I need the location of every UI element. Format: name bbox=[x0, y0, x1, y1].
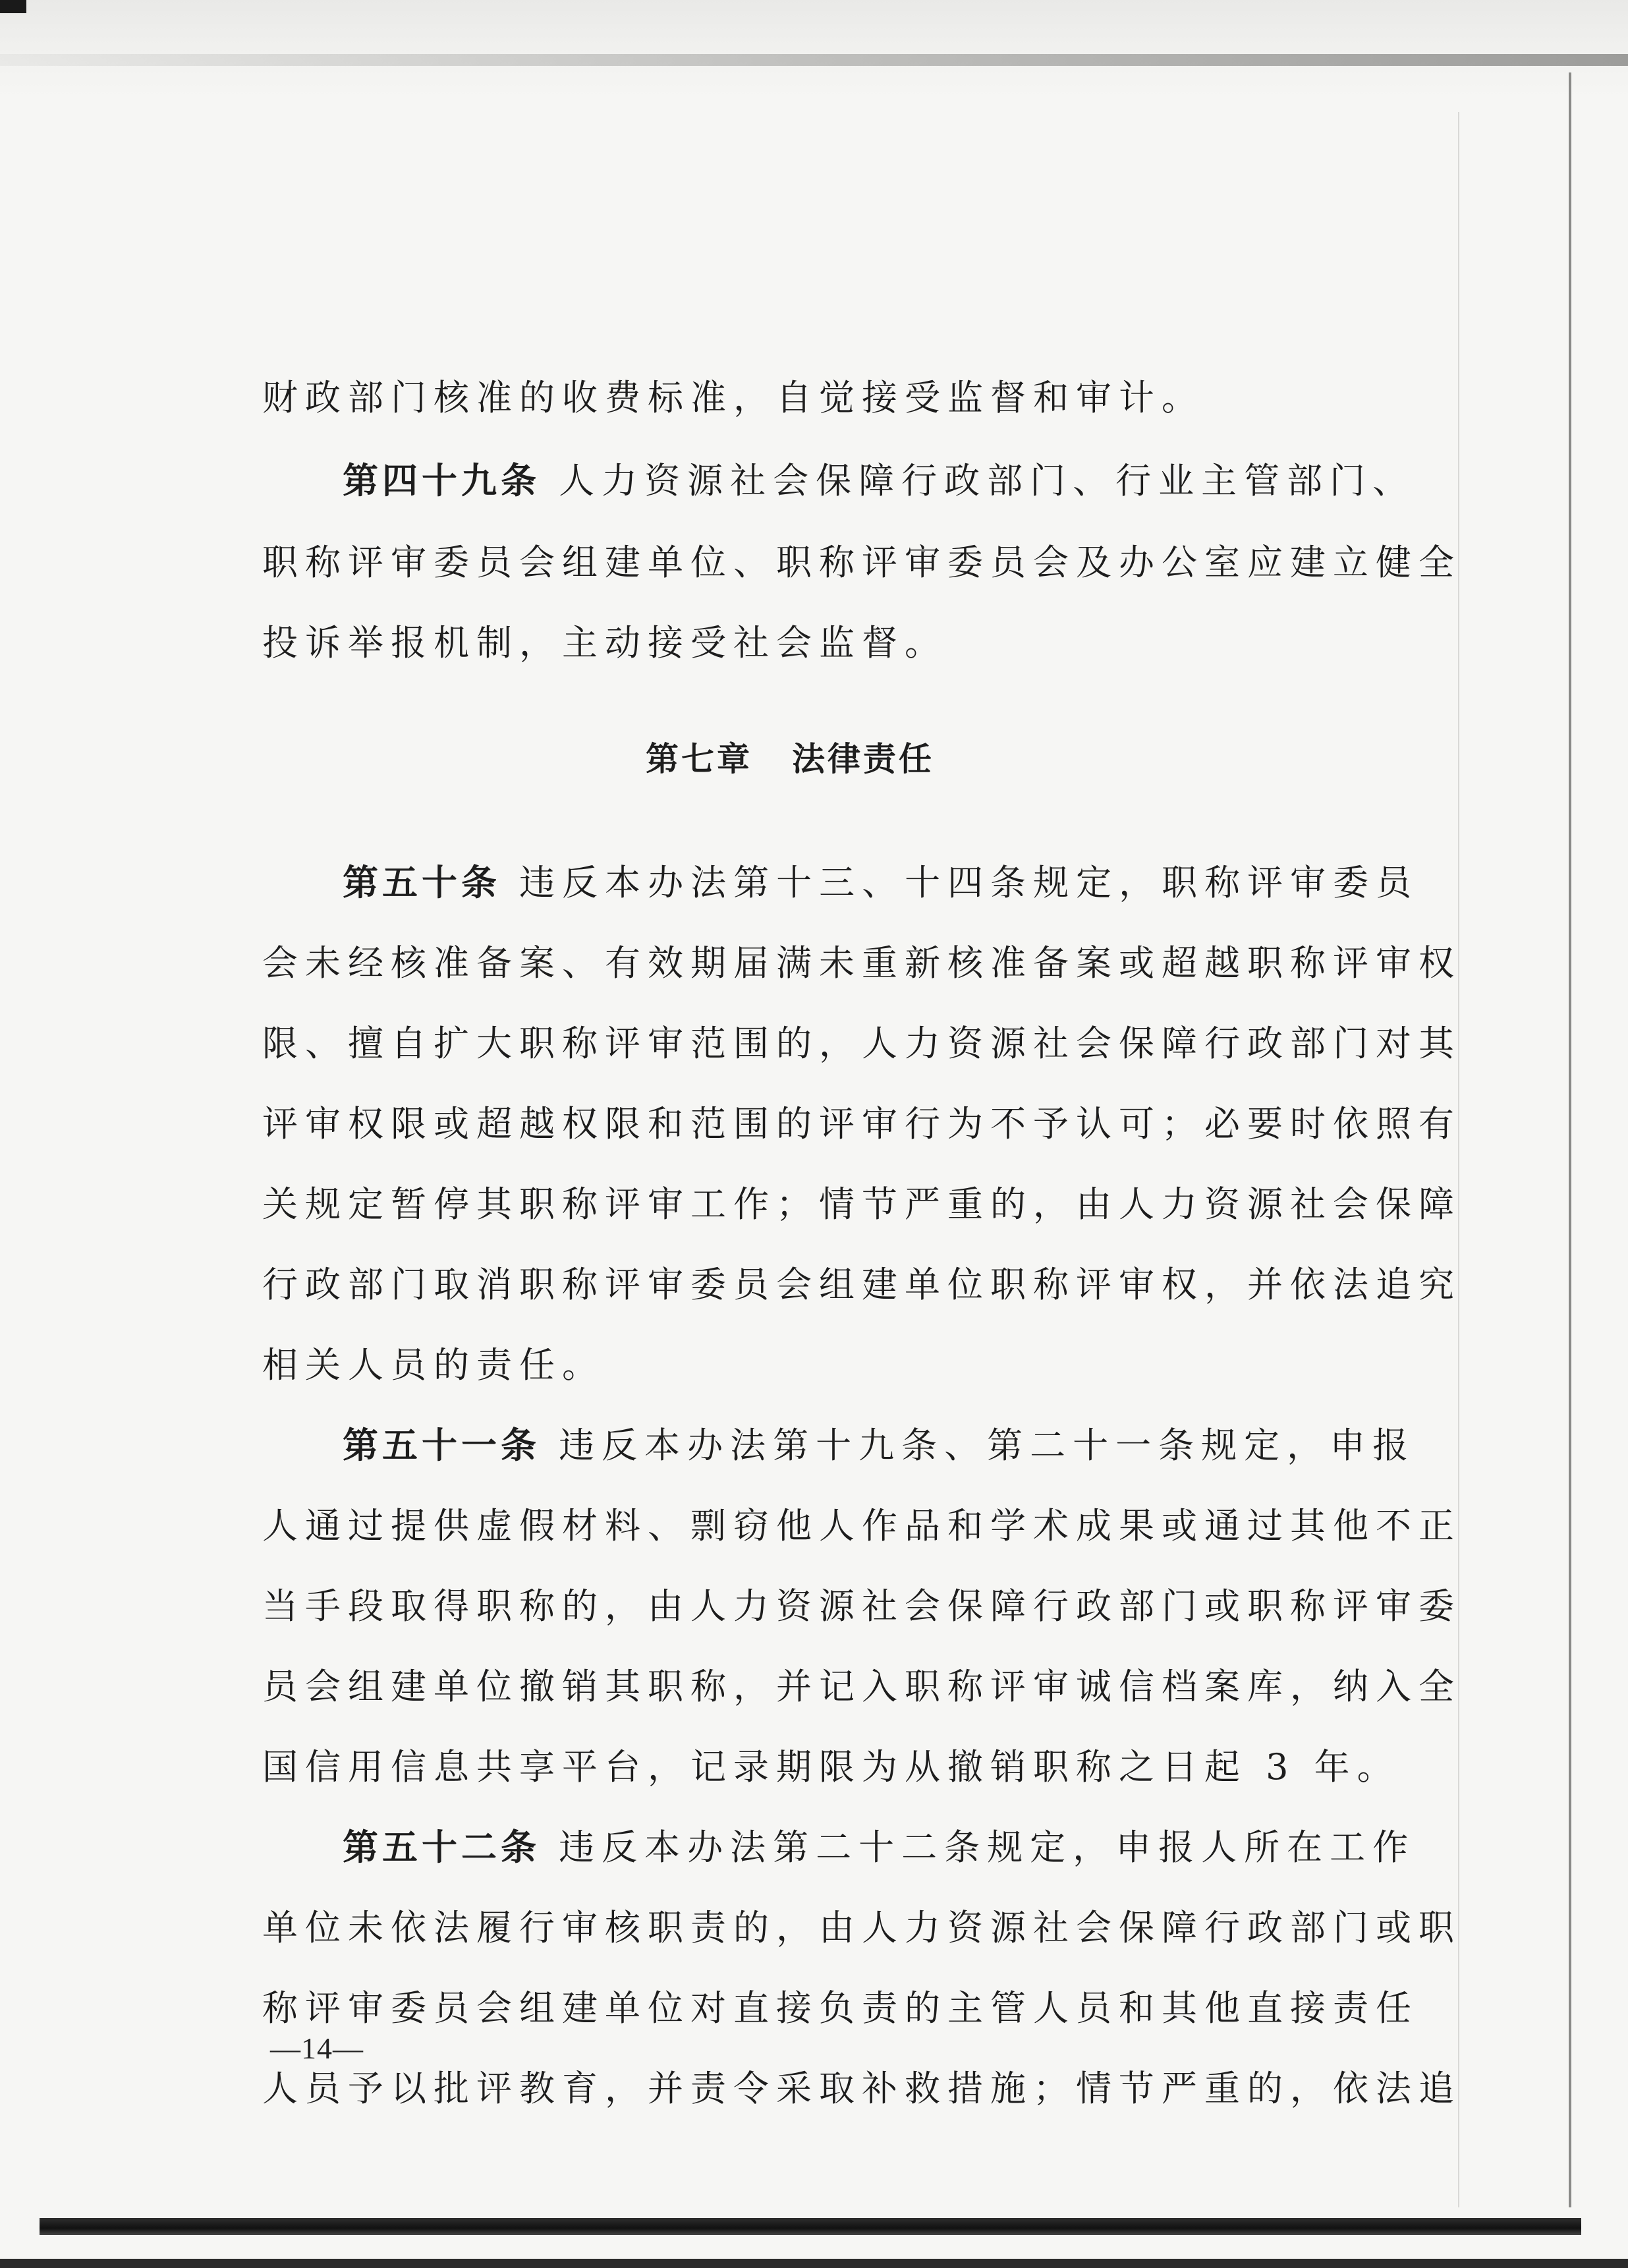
text-line: 相关人员的责任。 bbox=[262, 1344, 605, 1386]
article-heading: 第五十条 bbox=[343, 862, 501, 903]
text-line: 员会组建单位撤销其职称，并记入职称评审诚信档案库，纳入全 bbox=[262, 1666, 1461, 1707]
text-line: 职称评审委员会组建单位、职称评审委员会及办公室应建立健全 bbox=[262, 542, 1461, 583]
article-heading: 第四十九条 bbox=[343, 460, 540, 501]
scan-artifact-line bbox=[0, 54, 1628, 66]
scan-bottom-edge bbox=[0, 2259, 1628, 2268]
text-line: 会未经核准备案、有效期届满未重新核准备案或超越职称评审权 bbox=[262, 942, 1461, 984]
chapter-title: 法律责任 bbox=[792, 740, 934, 778]
text-line: 关规定暂停其职称评审工作；情节严重的，由人力资源社会保障 bbox=[262, 1183, 1461, 1225]
text-line: 人通过提供虚假材料、剽窃他人作品和学术成果或通过其他不正 bbox=[262, 1505, 1461, 1546]
text-line: 当手段取得职称的，由人力资源社会保障行政部门或职称评审委 bbox=[262, 1585, 1461, 1627]
text-line: 财政部门核准的收费标准，自觉接受监督和审计。 bbox=[262, 377, 1204, 418]
text-line: 限、擅自扩大职称评审范围的，人力资源社会保障行政部门对其 bbox=[262, 1023, 1461, 1064]
article-52-line: 第五十二条 违反本办法第二十二条规定，申报人所在工作 bbox=[343, 1827, 1416, 1868]
text-line: 评审权限或超越权限和范围的评审行为不予认可；必要时依照有 bbox=[262, 1103, 1461, 1145]
text-line: 行政部门取消职称评审委员会组建单位职称评审权，并依法追究 bbox=[262, 1264, 1461, 1305]
page-number: —14— bbox=[270, 2031, 364, 2065]
article-50-line: 第五十条 违反本办法第十三、十四条规定，职称评审委员 bbox=[343, 862, 1419, 903]
text-line: 国信用信息共享平台，记录期限为从撤销职称之日起 3 年。 bbox=[262, 1746, 1400, 1788]
article-51-line: 第五十一条 违反本办法第十九条、第二十一条规定，申报 bbox=[343, 1425, 1416, 1466]
binding-edge-line bbox=[1569, 72, 1571, 2207]
scan-corner-mark bbox=[0, 0, 26, 13]
article-heading: 第五十一条 bbox=[343, 1425, 540, 1466]
chapter-heading bbox=[646, 733, 934, 780]
faint-margin-line bbox=[1458, 112, 1459, 2207]
text-line: 单位未依法履行审核职责的，由人力资源社会保障行政部门或职 bbox=[262, 1907, 1461, 1948]
text-line: 人员予以批评教育，并责令采取补救措施；情节严重的，依法追 bbox=[262, 2068, 1461, 2109]
article-heading: 第五十二条 bbox=[343, 1827, 540, 1868]
text-line: 投诉举报机制，主动接受社会监督。 bbox=[262, 622, 947, 664]
scan-shadow-top bbox=[0, 0, 1628, 99]
text-line: 称评审委员会组建单位对直接负责的主管人员和其他直接责任 bbox=[262, 1987, 1418, 2029]
scan-bottom-bar bbox=[40, 2218, 1581, 2235]
chapter-number: 第七章 bbox=[646, 740, 752, 778]
article-49-line: 第四十九条 人力资源社会保障行政部门、行业主管部门、 bbox=[343, 460, 1416, 501]
